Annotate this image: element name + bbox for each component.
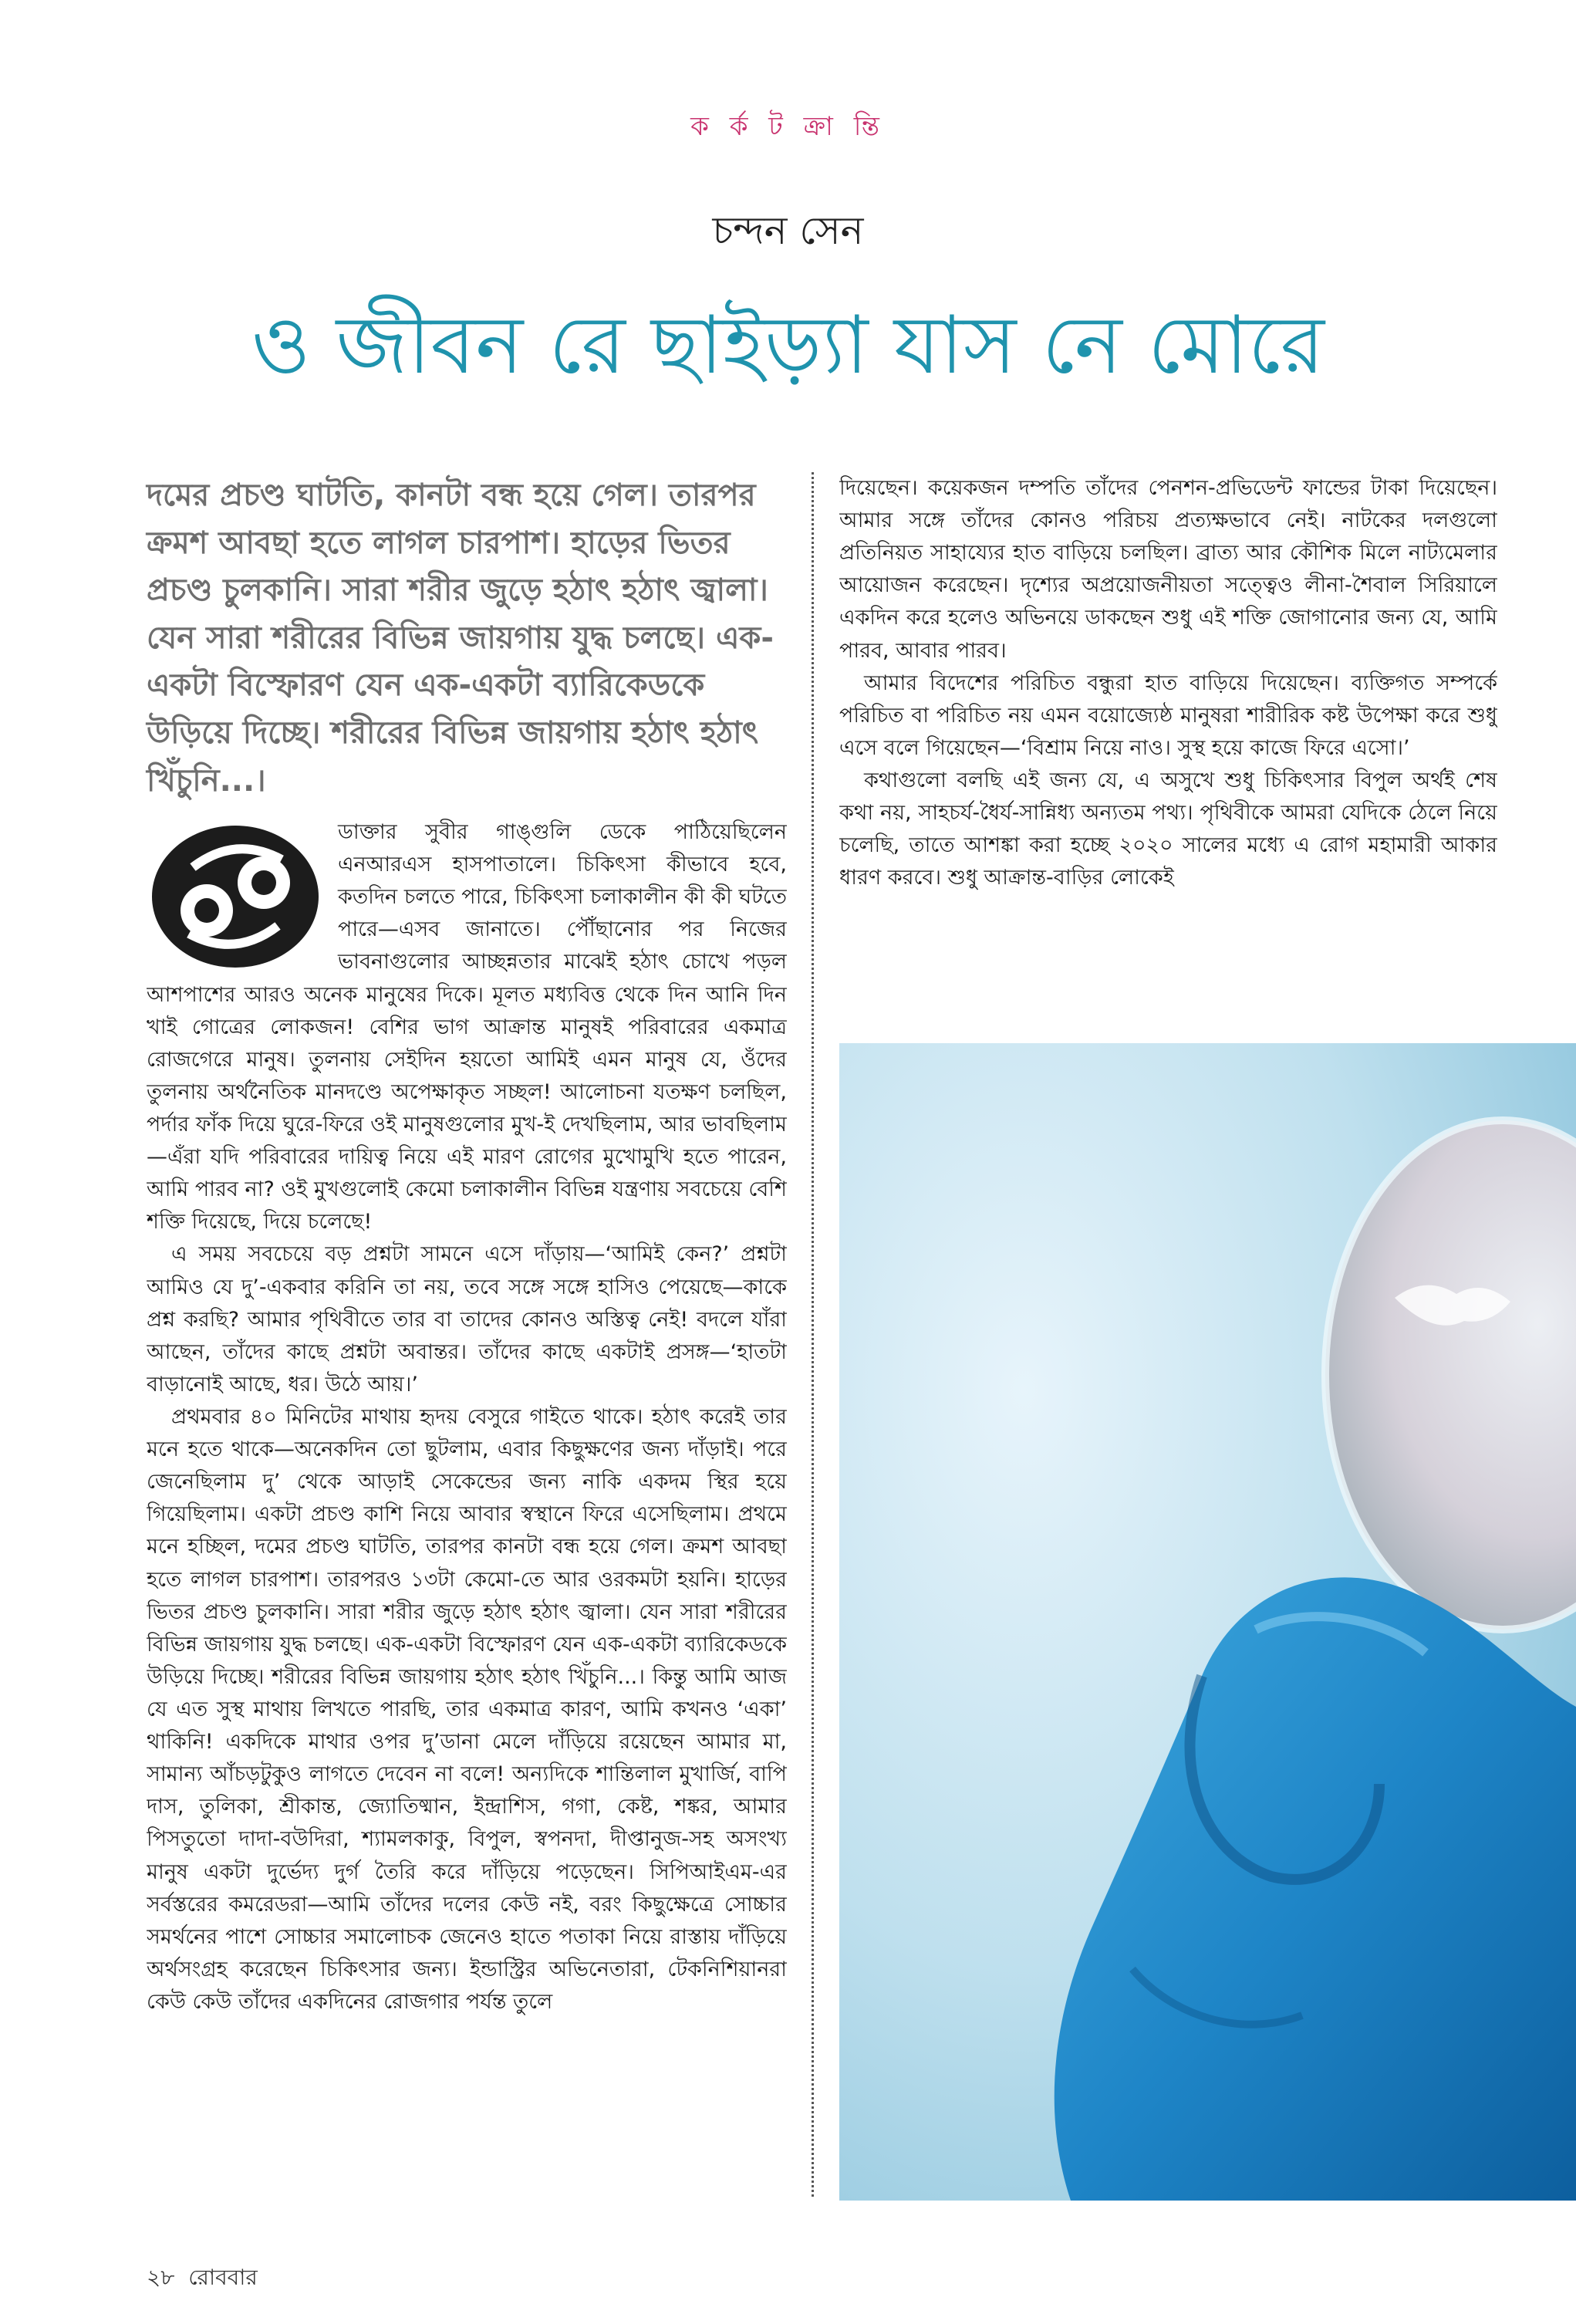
pull-quote xyxy=(147,472,787,805)
gloved-hand-petri-dish-photo xyxy=(839,1043,1576,2201)
folio xyxy=(147,2261,258,2297)
left-column xyxy=(147,816,787,2197)
author-byline: চন্দন সেন xyxy=(712,208,864,253)
paragraph: কথাগুলো বলছি এই জন্য যে, এ অসুখে শুধু চিকিৎসার বিপুল অর্থই শেষ কথা নয়, সাহচর্য-ধৈর্য-সান্নিধ্য অন্যতম পথ্য। পৃথিবীকে আমরা যেদিকে ঠেলে নিয়ে চলেছি, তাতে আশঙ্কা করা হচ্ছে ২০২০ সালের মধ্যে এ রোগ মহামারী আকার ধারণ করবে। শুধু আক্রান্ত-বাড়ির লোকেই xyxy=(839,768,1497,890)
magazine-name: রোববার xyxy=(188,2265,258,2290)
page-number: ২৮ xyxy=(147,2265,175,2290)
headline: ও জীবন রে ছাইড়্যা যাস নে মোরে xyxy=(251,298,1325,392)
kicker: ক র্ক ট ক্রা ন্তি xyxy=(690,111,886,142)
paragraph: এ সময় সবচেয়ে বড় প্রশ্নটা সামনে এসে দাঁড়ায়—‘আমিই কেন?’ প্রশ্নটা আমিও যে দু’-একবার করিনি তা নয়, তবে সঙ্গে সঙ্গে হাসিও পেয়েছে—কাকে প্রশ্ন করছি? আমার পৃথিবীতে তার বা তাদের কোনও অস্তিত্ব নেই! বদলে যাঁরা আছেন, তাঁদের কাছে প্রশ্নটা অবান্তর। তাঁদের কাছে একটাই প্রসঙ্গ—‘হাতটা বাড়ানোই আছে, ধর। উঠে আয়।’ xyxy=(147,1242,787,1397)
right-column xyxy=(839,472,1497,1012)
pull-quote-text: দমের প্রচণ্ড ঘাটতি, কানটা বন্ধ হয়ে গেল। তারপর ক্রমশ আবছা হতে লাগল চারপাশ। হাড়ের ভিতর প্রচণ্ড চুলকানি। সারা শরীর জুড়ে হঠাৎ হঠাৎ জ্বালা। যেন সারা শরীরের বিভিন্ন জায়গায় যুদ্ধ চলছে। এক-একটা বিস্ফোরণ যেন এক-একটা ব্যারিকেডকে উড়িয়ে দিচ্ছে। শরীরের বিভিন্ন জায়গায় হঠাৎ হঠাৎ খিঁচুনি...। xyxy=(147,478,774,799)
paragraph: দিয়েছেন। কয়েকজন দম্পতি তাঁদের পেনশন-প্রভিডেন্ট ফান্ডের টাকা দিয়েছেন। আমার সঙ্গে তাঁদের কোনও পরিচয় প্রত্যক্ষভাবে নেই। নাটকের দলগুলো প্রতিনিয়ত সাহায্যের হাত বাড়িয়ে চলছিল। ব্রাত্য আর কৌশিক মিলে নাট্যমেলার আয়োজন করেছেন। দৃশ্যের অপ্রয়োজনীয়তা সত্ত্বেও লীনা-শৈবাল সিরিয়ালে একদিন করে হলেও অভিনয়ে ডাকছেন শুধু এই শক্তি জোগানোর জন্য যে, আমি পারব, আবার পারব। xyxy=(839,476,1497,663)
paragraph: আমার বিদেশের পরিচিত বন্ধুরা হাত বাড়িয়ে দিয়েছেন। ব্যক্তিগত সম্পর্কে পরিচিত বা পরিচিত নয় এমন বয়োজ্যেষ্ঠ মানুষরা শারীরিক কষ্ট উপেক্ষা করে শুধু এসে বলে গিয়েছেন—‘বিশ্রাম নিয়ে নাও। সুস্থ হয়ে কাজে ফিরে এসো।’ xyxy=(839,671,1497,760)
column-divider xyxy=(812,472,814,2197)
paragraph: প্রথমবার ৪০ মিনিটের মাথায় হৃদয় বেসুরে গাইতে থাকে। হঠাৎ করেই তার মনে হতে থাকে—অনেকদিন তো ছুটলাম, এবার কিছুক্ষণের জন্য দাঁড়াই। পরে জেনেছিলাম দু’ থেকে আড়াই সেকেন্ডের জন্য নাকি একদম স্থির হয়ে গিয়েছিলাম। একটা প্রচণ্ড কাশি নিয়ে আবার স্বস্থানে ফিরে এসেছিলাম। প্রথমে মনে হচ্ছিল, দমের প্রচণ্ড ঘাটতি, তারপর কানটা বন্ধ হয়ে গেল। ক্রমশ আবছা হতে লাগল চারপাশ। তারপরও ১৩টা কেমো-তে আর ওরকমটা হয়নি। হাড়ের ভিতর প্রচণ্ড চুলকানি। সারা শরীর জুড়ে হঠাৎ হঠাৎ জ্বালা। যেন সারা শরীরের বিভিন্ন জায়গায় যুদ্ধ চলছে। এক-একটা বিস্ফোরণ যেন এক-একটা ব্যারিকেডকে উড়িয়ে দিচ্ছে। শরীরের বিভিন্ন জায়গায় হঠাৎ হঠাৎ খিঁচুনি...। কিন্তু আমি আজ যে এত সুস্থ মাথায় লিখতে পারছি, তার একমাত্র কারণ, আমি কখনও ‘একা’ থাকিনি! একদিকে মাথার ওপর দু’ডানা মেলে দাঁড়িয়ে রয়েছেন আমার মা, সামান্য আঁচড়টুকুও লাগতে দেবেন না বলে! অন্যদিকে শান্তিলাল মুখার্জি, বাপি দাস, তুলিকা, শ্রীকান্ত, জ্যোতিষ্মান, ইন্দ্রাশিস, গগা, কেষ্ট, শঙ্কর, আমার পিসতুতো দাদা-বউদিরা, শ্যামলকাকু, বিপুল, স্বপনদা, দীপ্তানুজ-সহ অসংখ্য মানুষ একটা দুর্ভেদ্য দুর্গ তৈরি করে দাঁড়িয়ে পড়েছেন। সিপিআইএম-এর সর্বস্তরের কমরেডরা—আমি তাঁদের দলের কেউ নই, বরং কিছুক্ষেত্রে সোচ্চার সমর্থনের পাশে সোচ্চার সমালোচক জেনেও হাতে পতাকা নিয়ে রাস্তায় দাঁড়িয়ে অর্থসংগ্রহ করেছেন চিকিৎসার জন্য। ইন্ডাস্ট্রির অভিনেতারা, টেকনিশিয়ানরা কেউ কেউ তাঁদের একদিনের রোজগার পর্যন্ত তুলে xyxy=(147,1404,787,2014)
paragraph: ডাক্তার সুবীর গাঙ্গুলি ডেকে পাঠিয়েছিলেন এনআরএস হাসপাতালে। চিকিৎসা কীভাবে হবে, কতদিন চলতে পারে, চিকিৎসা চলাকালীন কী কী ঘটতে পারে—এসব জানাতে। পৌঁছানোর পর নিজের ভাবনাগুলোর আচ্ছন্নতার মাঝেই হঠাৎ চোখে পড়ল আশপাশের আরও অনেক মানুষের দিকে। মূলত মধ্যবিত্ত থেকে দিন আনি দিন খাই গোত্রের লোকজন! বেশির ভাগ আক্রান্ত মানুষই পরিবারের একমাত্র রোজগেরে মানুষ। তুলনায় সেইদিন হয়তো আমিই এমন মানুষ যে, ওঁদের তুলনায় অর্থনৈতিক মানদণ্ডে অপেক্ষাকৃত সচ্ছল! আলোচনা যতক্ষণ চলছিল, পর্দার ফাঁক দিয়ে ঘুরে-ফিরে ওই মানুষগুলোর মুখ-ই দেখছিলাম, আর ভাবছিলাম—এঁরা যদি পরিবারের দায়িত্ব নিয়ে এই মারণ রোগের মুখোমুখি হতে পারেন, আমি পারব না? ওই মুখগুলোই কেমো চলাকালীন বিভিন্ন যন্ত্রণায় সবচেয়ে বেশি শক্তি দিয়েছে, দিয়ে চলেছে! xyxy=(147,820,787,1235)
cancer-zodiac-icon xyxy=(147,819,324,974)
